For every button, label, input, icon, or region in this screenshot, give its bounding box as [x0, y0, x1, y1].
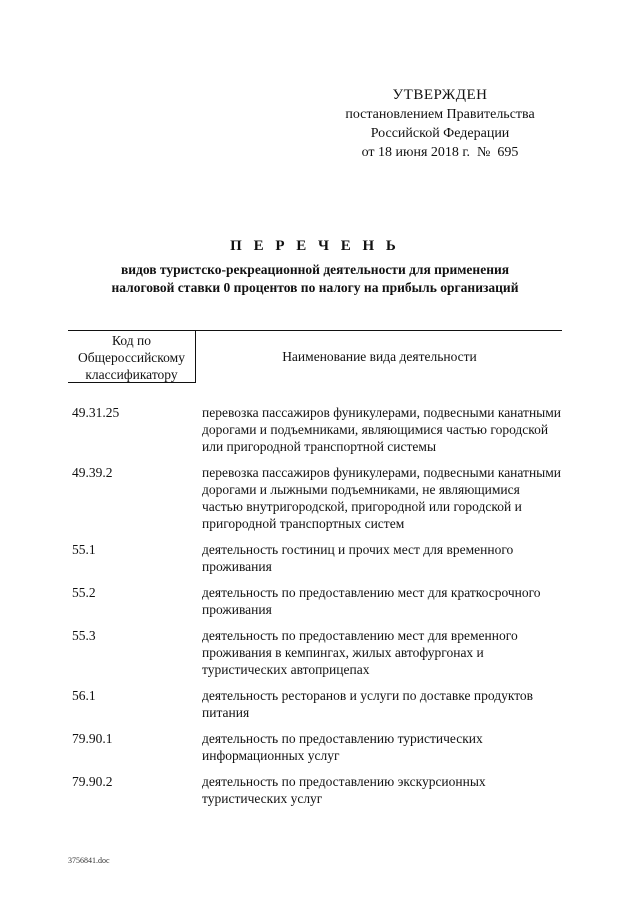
row-name: деятельность по предоставлению мест для краткосрочного проживания [202, 585, 541, 617]
title-subtitle-line-1: видов туристско-рекреационной деятельности для применения [120, 262, 510, 277]
table-row [72, 404, 562, 455]
header-code-line-2: Общероссийскому [78, 350, 185, 365]
document-title [60, 236, 570, 297]
row-code: 55.1 [72, 542, 96, 557]
table-row [72, 464, 562, 532]
row-name: деятельность по предоставлению экскурсионных туристических услуг [202, 774, 486, 806]
table-row [72, 627, 562, 678]
header-name-cell: Наименование вида деятельности [282, 349, 477, 364]
table-row [72, 541, 562, 575]
row-name: деятельность по предоставлению туристических информационных услуг [202, 731, 483, 763]
approval-line-1: постановлением Правительства [345, 107, 535, 122]
row-code: 55.3 [72, 628, 96, 643]
header-code-line-1: Код по [112, 333, 151, 348]
row-code: 49.39.2 [72, 465, 113, 480]
row-code: 79.90.2 [72, 774, 113, 789]
row-name: перевозка пассажиров фуникулерами, подвесными канатными дорогами и подъемниками, являющимися частью городской или пригородной транспортной системы [202, 405, 562, 454]
row-name: деятельность гостиниц и прочих мест для временного проживания [202, 542, 514, 574]
table-header [68, 330, 562, 384]
row-code: 79.90.1 [72, 731, 113, 746]
table-row [72, 687, 562, 721]
row-code: 55.2 [72, 585, 96, 600]
header-code-line-3: классификатору [85, 367, 178, 382]
table-row [72, 730, 562, 764]
approval-heading: УТВЕРЖДЕН [392, 87, 488, 103]
approval-line-2: Российской Федерации [370, 126, 510, 141]
header-code-cell [68, 331, 196, 383]
row-code: 49.31.25 [72, 405, 120, 420]
title-subtitle-line-2: налоговой ставки 0 процентов по налогу на прибыль организаций [111, 280, 519, 295]
row-code: 56.1 [72, 688, 96, 703]
row-name: деятельность ресторанов и услуги по доставке продуктов питания [202, 688, 534, 720]
table-body [72, 404, 562, 816]
footer-doc-id: 3756841.doc [68, 856, 110, 865]
row-name: деятельность по предоставлению мест для временного проживания в кемпингах, жилых автофургонах и туристических автоприцепах [202, 628, 518, 677]
approval-block [340, 86, 540, 162]
title-main: П Е Р Е Ч Е Н Ь [230, 238, 400, 254]
table-row [72, 773, 562, 807]
table-row [72, 584, 562, 618]
approval-line-3: от 18 июня 2018 г. № 695 [361, 145, 519, 160]
row-name: перевозка пассажиров фуникулерами, подвесными канатными дорогами и лыжными подъемниками, не являющимися частью внутригородской, пригородной или городской и пригородной транспортных систем [202, 465, 562, 531]
